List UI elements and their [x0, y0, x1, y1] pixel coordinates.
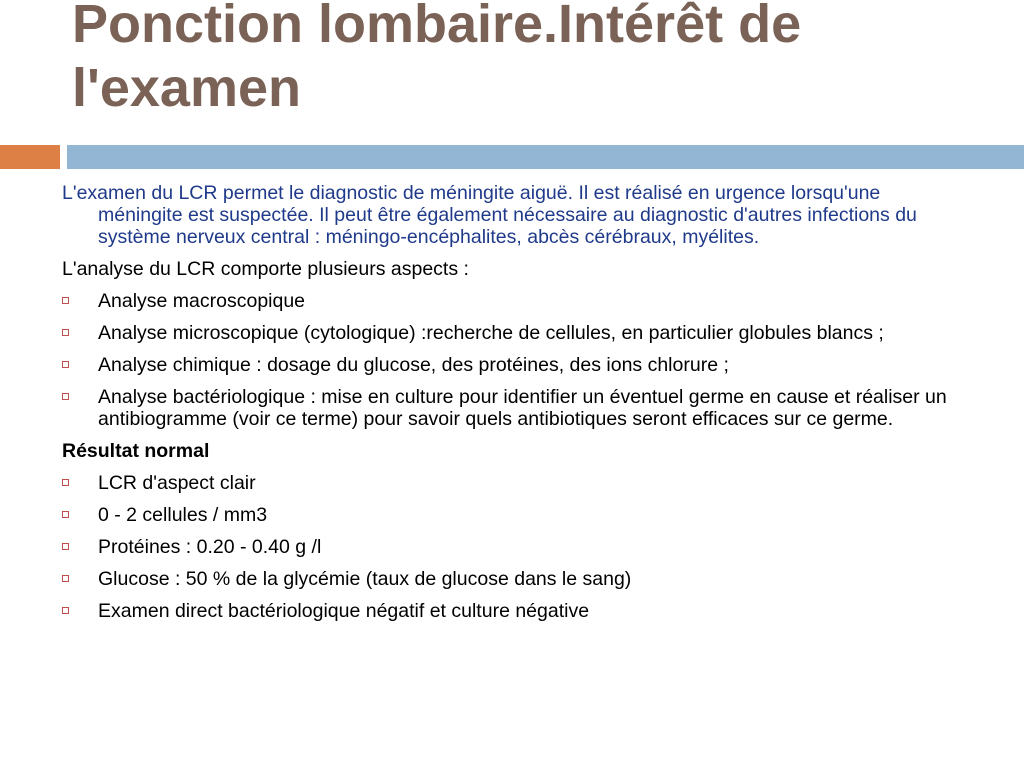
- results-heading: Résultat normal: [62, 440, 210, 462]
- square-bullet-icon: [62, 543, 69, 550]
- list-item: [62, 386, 962, 430]
- list-item: [62, 600, 962, 622]
- list-item: [62, 354, 962, 376]
- list-item: [62, 472, 962, 494]
- list-item: [62, 536, 962, 558]
- accent-bar-blue: [67, 145, 1024, 169]
- intro-paragraph: L'examen du LCR permet le diagnostic de méningite aiguë. Il est réalisé en urgence lorsqu'une méningite est suspectée. Il peut être également nécessaire au diagnostic d'autres infections du système nerveux central : méningo-encéphalites, abcès cérébraux, myélites.: [62, 182, 917, 248]
- square-bullet-icon: [62, 297, 69, 304]
- square-bullet-icon: [62, 329, 69, 336]
- square-bullet-icon: [62, 575, 69, 582]
- list-item: [62, 568, 962, 590]
- list-item-text: Analyse bactériologique : mise en culture pour identifier un éventuel germe en cause et réaliser un antibiogramme (voir ce terme) pour savoir quels antibiotiques seront efficaces sur ce germe.: [98, 386, 947, 430]
- accent-bar-orange: [0, 145, 60, 169]
- list-item-text: 0 - 2 cellules / mm3: [98, 504, 268, 526]
- list-item-text: LCR d'aspect clair: [98, 472, 256, 494]
- list-item: [62, 290, 962, 312]
- square-bullet-icon: [62, 479, 69, 486]
- slide-body: [62, 182, 962, 632]
- slide-title: Ponction lombaire.Intérêt de l'examen: [72, 0, 802, 118]
- square-bullet-icon: [62, 361, 69, 368]
- list-item-text: Analyse chimique : dosage du glucose, des protéines, des ions chlorure ;: [98, 354, 729, 376]
- list-item-text: Protéines : 0.20 - 0.40 g /l: [98, 536, 322, 558]
- square-bullet-icon: [62, 511, 69, 518]
- list-item: [62, 504, 962, 526]
- list-item-text: Analyse macroscopique: [98, 290, 306, 312]
- list-item-text: Examen direct bactériologique négatif et culture négative: [98, 600, 590, 622]
- analysis-heading: L'analyse du LCR comporte plusieurs aspects :: [62, 258, 469, 280]
- list-item-text: Analyse microscopique (cytologique) :recherche de cellules, en particulier globules blancs ;: [98, 322, 884, 344]
- square-bullet-icon: [62, 607, 69, 614]
- list-item-text: Glucose : 50 % de la glycémie (taux de glucose dans le sang): [98, 568, 632, 590]
- list-item: [62, 322, 962, 344]
- square-bullet-icon: [62, 393, 69, 400]
